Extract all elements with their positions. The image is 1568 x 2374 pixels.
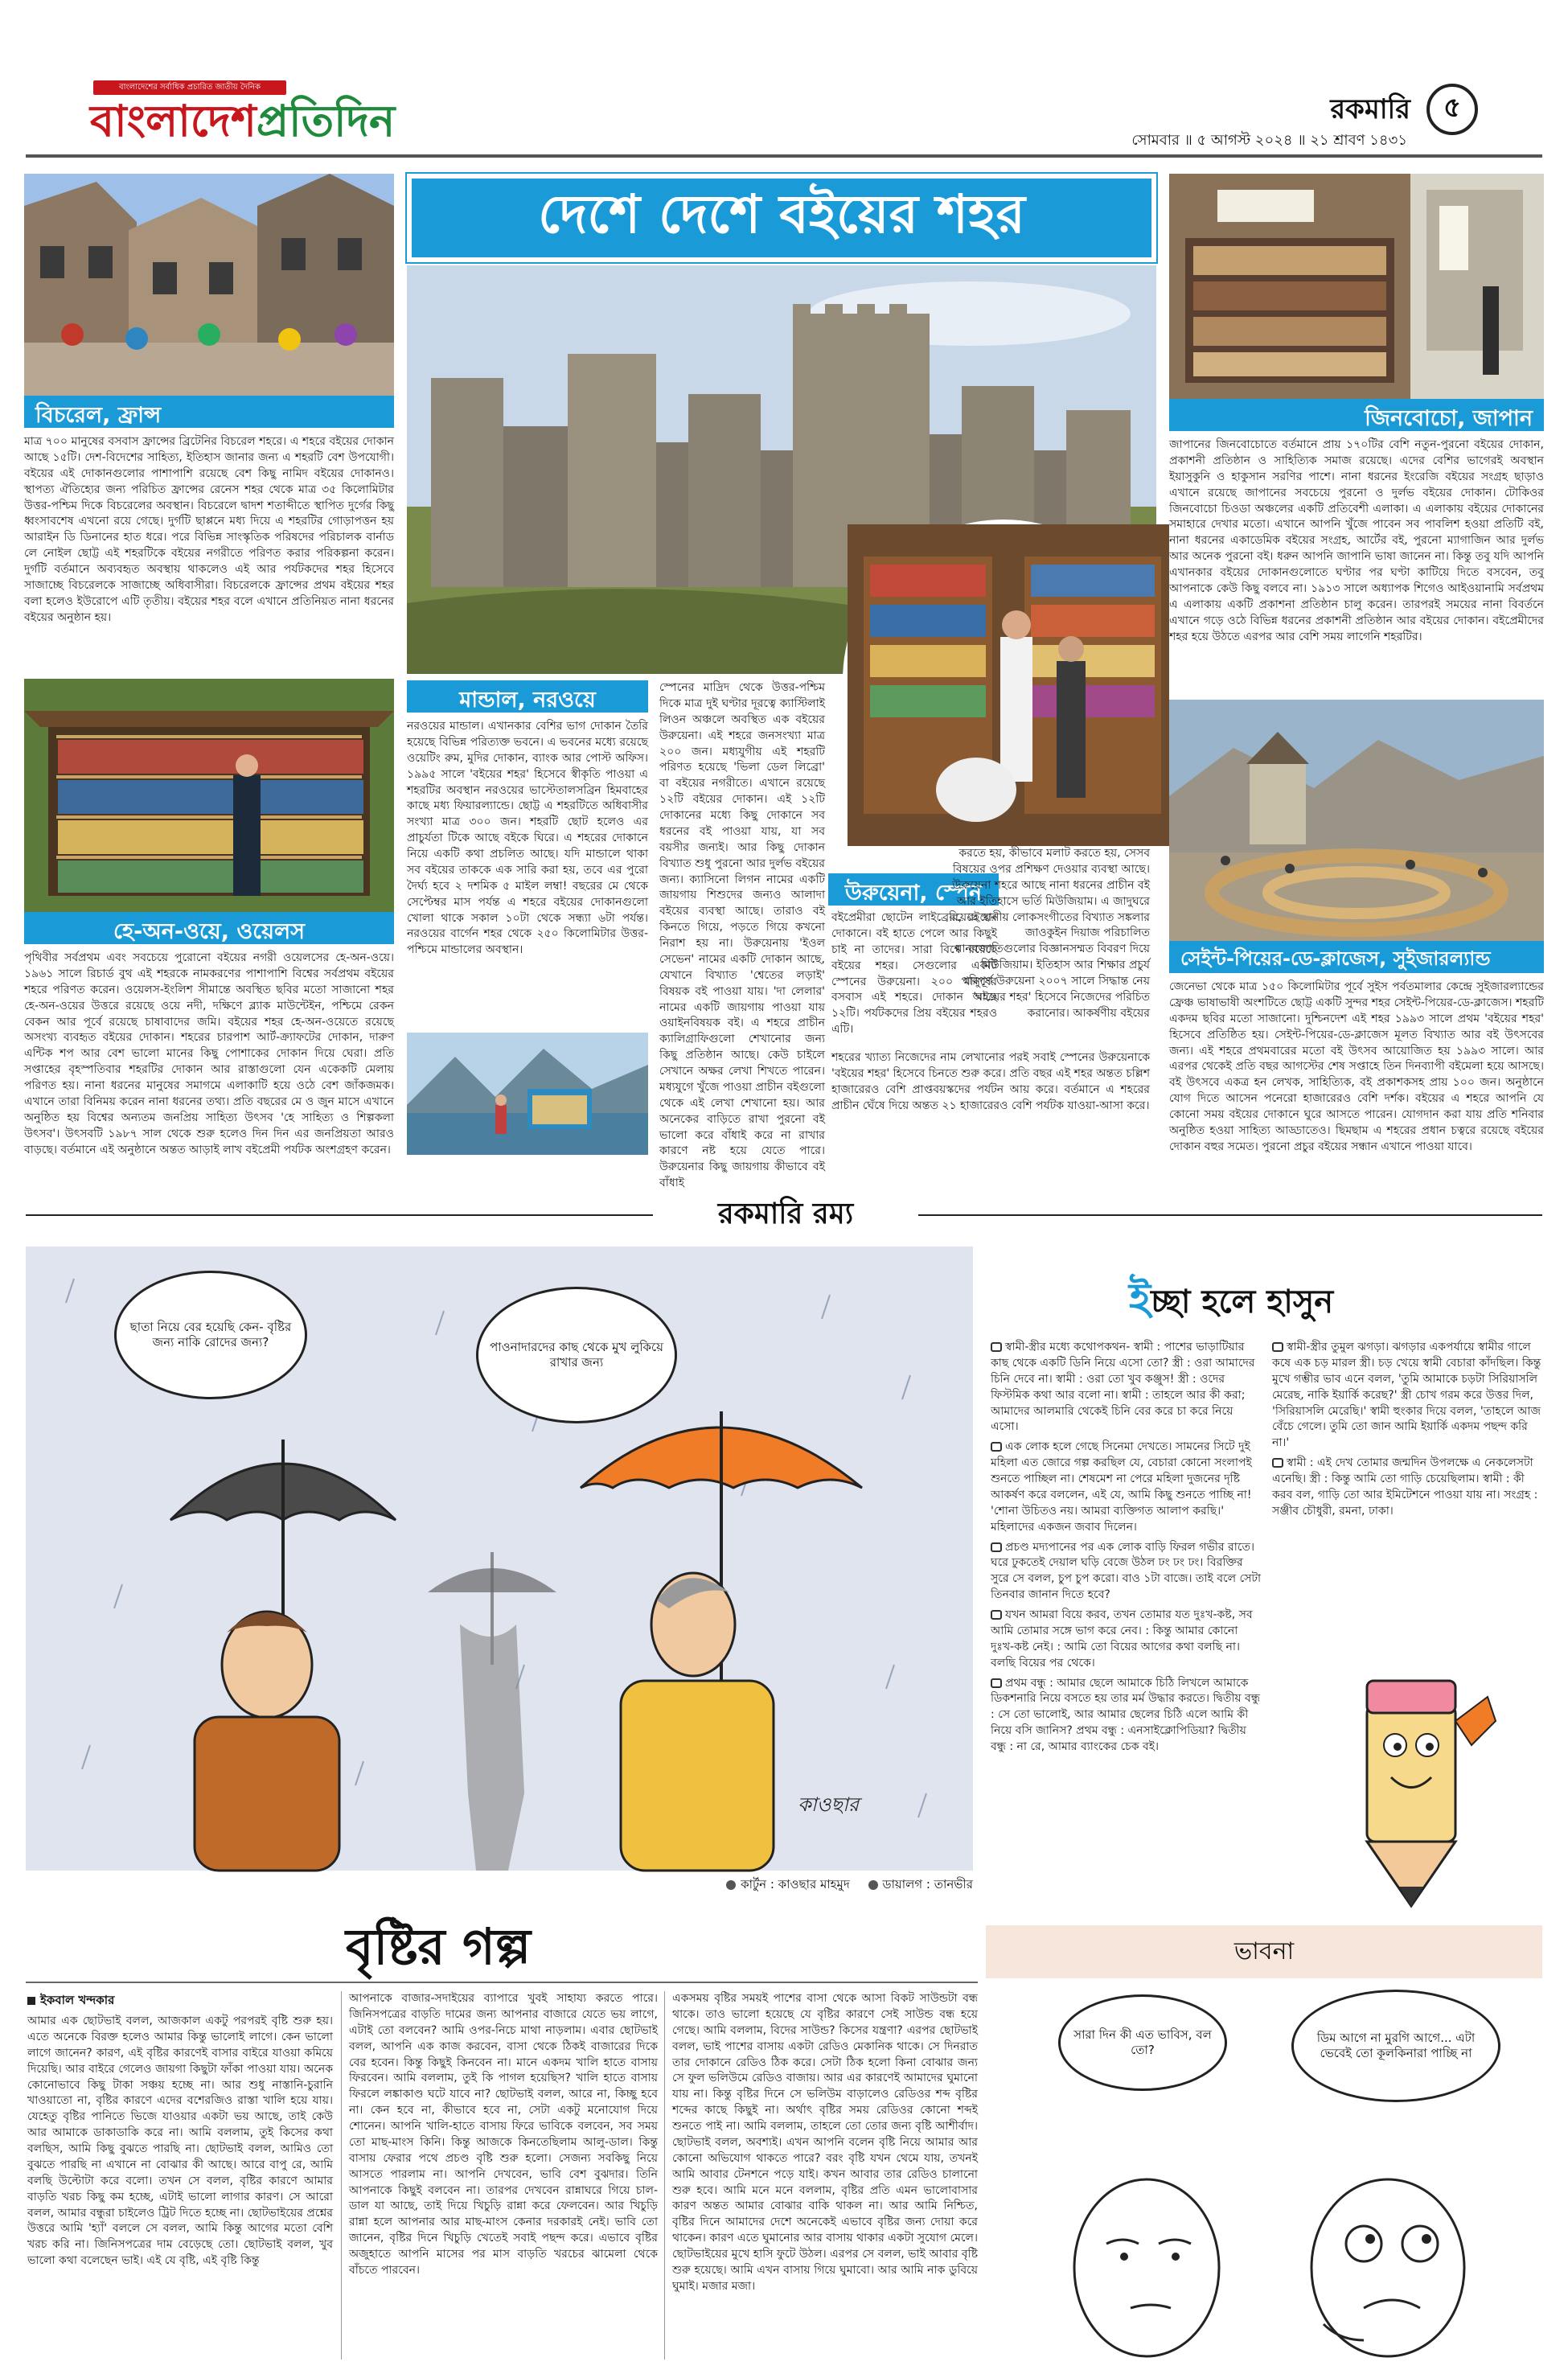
joke-text: যখন আমরা বিয়ে করব, তখন তোমার যত দুঃখ-কষ্ট, সব আমি তোমার সঙ্গে ভাগ করে নেব। : কিন্তু আমার কোনো দুঃখ-কষ্ট নেই। : আমি তো বিয়ের আগের কথা বলছি না। বলছি বিয়ের পর থেকে। — [991, 1608, 1253, 1670]
joke-text: স্বামী-স্ত্রীর মধ্যে কথোপকথন- স্বামী : পাশের ভাড়াটিয়ার কাছ থেকে একটি ডিনি নিয়ে এসো তো? স্ত্রী : ওরা আমাদের চিনি দেবে না। স্বামী : ওরা তো খুব কঞ্জুস! স্ত্রী : ওদের ফিস্টমিক কথা আর বলো না। স্বামী : তাহলে আর কী করা; আমাদের আলমারি থেকেই চিনি বের করে চা করে নিয়ে এসো। — [991, 1341, 1255, 1434]
pencil-mascot — [1319, 1649, 1504, 1914]
bhabna-heading-box — [986, 1925, 1542, 1978]
saint-pierre-body: জেনেভা থেকে মাত্র ১৫০ কিলোমিটার পূর্বে সুইস পর্বতমালার কেন্দ্রে সুইজারল্যান্ডের ফ্রেঞ্চ ভাষাভাষী অংশটিতে ছোট্ট একটি সুন্দর শহর সেইন্ট-পিয়ের-ডে-ক্লাজেস। শহরটি একদম ছবির মতো সাজানো। দুশ্চিনদেশ এই শহর ১৯৯৩ সালে প্রথম 'বইয়ের শহর' হিসেবে প্রতিষ্ঠিত হয়। সেইন্ট-পিয়ের-ডে-ক্লাজেস মূলত বিখ্যাত আর বই উৎসবের জন্য। এই শহরে প্রথমবারের মতো বই উৎসব আয়োজিত হয় ১৯৯৩ সালে। আর এরপর থেকেই প্রতি বছর আগস্টের শেষ সপ্তাহে তিন দিনব্যাপী বইমেলা হয়ে আসছে। বই উৎসবে একত্র হন লেখক, সাহিত্যিক, বই প্রকাশকসহ প্রায় ১০০ জন। অনুষ্ঠানে যোগ দিতে আসেন পনেরো হাজারেরও বেশি দর্শক। বইয়ের এ শহরে আপনি যে কোনো সময় বইয়ের দোকানে ঘুরে আসতে পারেন। যোগদান করা যায় প্রতি শনিবার অনুষ্ঠিত হওয়া সাহিত্য আড্ডাতেও। ছিমছাম এ শহরের প্রধান চত্বরে রয়েছে বইয়ের দোকান বহুর সমেত। পুরনো প্রচুর বইয়ের সন্ধান এখানে পাওয়া যাবে। — [1169, 980, 1544, 1153]
bechrel-caption: বিচরেল, ফ্রান্স — [24, 396, 394, 428]
hay-photo — [24, 679, 394, 912]
joke-item — [1272, 1340, 1542, 1452]
quote-icon — [991, 1542, 1002, 1552]
mandal-photo — [407, 1033, 648, 1155]
story-column-1: আমার এক ছোটভাই বলল, আজকাল একটু পরপরই বৃষ্টি শুরু হয়। এতে অনেকে বিরক্ত হলেও আমার কিন্তু ভালোই লাগে। কেন ভালো লাগে জানেন? কারণ, এই বৃষ্টির কারণেই বাসার বাইরে যাওয়া কমিয়ে দিয়েছি। আর বাইরে গেলেও জায়গা কিছুটা ফাঁকা পাওয়া যায়। অনেক কোনোভাবে কিছু টাকা সঞ্চয় হচ্ছে না। আর শুধু নাস্তানি-চুরানি খাওয়াতো না, বৃষ্টির কারণে এদের বশেরজিও রাস্তা খালি হয়ে যায়। যেহেতু বৃষ্টির পানিতে ভিজে যাওয়ার একটা ভয় আছে, তাই কেউ আর আমাকে ডাকাডাকি করে না। আমি বললাম, তুই কিসের কথা বলছিস, আমি কিছু বুঝতে পারছি না। ছোটভাই বলল, আমিও তো বুঝতে পারছি না এখানে না বোঝার কী আছে। আরে বাপু রে, আমি বলছি উল্টোটা করে বলো। তখন সে বলল, বৃষ্টির কারণে আমার বাড়তি খরচ কিছু কম হচ্ছে, এটাই ভালো লাগার কারণ। সে আরো বলল, আমার বন্ধুরা চাইলেও ট্রিট দিতে হচ্ছে না। ছোটভাইয়ের প্রশ্নের উত্তরে আমি 'হ্যাঁ' বললে সে বলল, আমি কিন্তু আগের মতো বেশি খরচ করি না। জিনিসপত্রের দাম বেড়েছে তো। ছোটভাই বলল, খুব ভালো কথা বলেছেন ভাই। এই যে বৃষ্টি, এই বৃষ্টি কিন্তু — [27, 2015, 333, 2268]
cartoon-signature: কাওছার — [798, 1793, 860, 1816]
cartoon-panel — [26, 1247, 973, 1871]
joke-item — [991, 1540, 1262, 1604]
joke-text: স্বামী-স্ত্রীর তুমুল ঝগড়া। ঝগড়ার একপর্যায়ে স্বামীর গালে কষে এক চড় মারল স্ত্রী। চড় খেয়ে স্বামী বেচারা কাঁদছিল। কিন্তু মুখে গম্ভীর ভাব এনে বলল, 'তুমি আমাকে চড়টা সিরিয়াসলি মেরেছ, নাকি ইয়ার্কি করেছ?' স্ত্রী চোখ গরম করে উত্তর দিল, 'সিরিয়াসলি মেরেছি।' স্বামী হুংকার দিয়ে বলল, 'তাহলে আজ বেঁচে গেলে। তুমি তো জান আমি ইয়ার্কি একদম পছন্দ করি না।' — [1272, 1341, 1541, 1450]
saint-pierre-book-fair-illustration — [1169, 700, 1544, 941]
story-divider-1 — [341, 1991, 342, 2360]
bookshop-circle-photo — [843, 520, 1164, 841]
jimbocho-body: জাপানের জিনবোচোতে বর্তমানে প্রায় ১৭০টির বেশি নতুন-পুরনো বইয়ের দোকান, প্রকাশনী প্রতিষ্ঠান ও সাহিত্যিক সমাজ রয়েছে। এদের বেশির ভাগেরই অবস্থান ইয়াসুকুনি ও হাকুসান সরণির পাশে। নানা ধরনের ইংরেজি বইয়ের সংগ্রহ ছাড়াও এখানে রয়েছে জাপানের সবচেয়ে পুরনো ও দুর্লভ বইয়ের দোকান। টোকিওর জিনবোচো চিওডা অঞ্চলের একটি প্রতিবেশী এলাকা। এ এলাকায় বইয়ের দোকানের সমাহারে দেখার মতো। এখানে আপনি খুঁজে পাবেন সব পাবলিশ হওয়া প্রতিটি বই, নানা ধরনের একাডেমিক বইয়ের সংগ্রহ, আর্টের বই, পুরনো ম্যাগাজিন আর দুর্লভ আর অনেক পুরনো বই। ধরুন আপনি জাপানি ভাষা জানেন না। কিন্তু তবু যদি আপনি এখানকার বইয়ের দোকানগুলোতে ঘণ্টার পর ঘণ্টা কাটিয়ে দিতে বসবেন, তবু আপনাকে কেউ কিছু বলবে না। ১৯১৩ সালে অধ্যাপক শিগেও আইওয়ানামি সর্বপ্রথম এ এলাকায় একটি প্রকাশনা প্রতিষ্ঠান চালু করেন। তারপরই সময়ের নানা বিবর্তনে এখানে গড়ে ওঠে বিভিন্ন ধরনের প্রকাশনী প্রতিষ্ঠান আর বইয়ের দোকান। বইপ্রেমীদের শহর হয়ে উঠতে এরপর আর বেশি সময় লাগেনি শহরটির। — [1169, 438, 1544, 643]
bechrel-street-illustration — [24, 174, 394, 396]
jokes-column-2 — [1272, 1340, 1542, 1581]
cartoon-bubble-right: পাওনাদারদের কাছ থেকে মুখ লুকিয়ে রাখার জন্য — [476, 1287, 677, 1423]
credit-dialog: ডায়ালগ : তানভীর — [882, 1877, 973, 1891]
jimbocho-photo — [1169, 174, 1544, 399]
mandal-caption: মান্ডাল, নরওয়ে — [407, 680, 648, 713]
story-author — [27, 1991, 269, 2009]
credit-cartoon: কার্টুন : কাওছার মাহমুদ — [741, 1877, 850, 1891]
page-number-badge — [1426, 84, 1478, 135]
quote-icon — [1272, 1458, 1283, 1468]
jimbocho-caption: জিনবোচো, জাপান — [1169, 399, 1544, 431]
joke-item — [991, 1340, 1262, 1435]
story-column-2: আপনাকে বাজার-সদাইয়ের ব্যাপারে খুবই সাহায্য করতে পারে। জিনিসপত্রের বাড়তি দামের জন্য আপনার বাজারে যেতে ভয় লাগে, এটাই তো বলবেন? আমি ওপর-নিচে মাথা নাড়লাম। এবার ছোটভাই বলল, আপনি এক কাজ করবেন, বাসা থেকে ঠিকই বাজারের দিকে বের হবেন। কিন্তু কিছুই কিনবেন না। মানে একদম খালি হাতে বাসায় ফিরবেন। আমি বললাম, তুই কি পাগল হয়েছিস? খালি হাতে বাসায় ফিরলে লঙ্কাকাণ্ড ঘটে যাবে না? ছোটভাই বলল, আরে না, কিচ্ছু হবে না। কেন হবে না, কীভাবে হবে না, সেটা একটু মনোযোগ দিয়ে শোনেন। আপনি খালি-হাতে বাসায় ফিরে ভাবিকে বলবেন, সব সময় তো মাছ-মাংস কিনি। কিন্তু আজকে কিনতেছিলাম আলু-ডাল। কিন্তু বাসায় ফেরার পথে প্রচণ্ড বৃষ্টি শুরু হলো। সেজন্য সবকিছু নিয়ে আসতে পারলাম না। আপনি দেখবেন, ভাবি বেশ বুঝদার। তিনি আপনাকে কিছুই বলবেন না। তারপর দেখবেন রান্নাঘরে গিয়ে চাল-ডাল যা আছে, তাই দিয়ে খিচুড়ি রান্না করে ফেলবেন। আর খিচুড়ি রান্না হলে আপনার আর মাছ-মাংস কেনার দরকারই নেই। ভাবি তো জানেন, বৃষ্টির দিনে খিচুড়ি খেতেই সবাই পছন্দ করে। এভাবে বৃষ্টির অজুহাতে আপনি মাসের পর মাস বাড়তি খরচের ঝামেলা থেকে বাঁচতে পারবেন। — [349, 1992, 658, 2277]
cartoon-credits — [563, 1875, 973, 1900]
hay-bookshelves-illustration — [24, 679, 394, 912]
uruena-body: বইপ্রেমীরা ছোটেন লাইব্রেরি, বইয়ের দোকানে। বই হাতে পেলে আর কিছুই চাই না তাদের। সারা বিশ্বে রয়েছে বইয়ের শহর। সেগুলোর একটি স্পেনের উরুয়েনা। ২০০ মানুষের বসবাস এই শহরে। দোকান আছে ১২টি। পর্যটকদের প্রিয় বইয়ের শহরও এটি। — [831, 911, 997, 1037]
story-divider-2 — [664, 1991, 665, 2360]
section-name: রকমারি — [1330, 93, 1410, 125]
right-middle-lead: করতে হয়, কীভাবে মলাট করতে হয়, সেসব বিষয়ের ওপর প্রশিক্ষণ দেওয়ার ব্যবস্থা আছে। উরুয়েনা শহরে আছে নানা ধরনের প্রাচীন বই আর ইতিহাসে ভর্তি মিউজিয়াম। এ জাদুঘরে রয়েছে স্থানীয় লোকসংগীতের বিখ্যাত সঙ্কলার জাওকুইন দিয়াজ পরিচালিত মানবজাতিগুলোর বিজ্ঞানসম্মত বিবরণ দিয়ে মিউজিয়াম। ইতিহাস আর শিক্ষার প্রচুর্য পরিপূর্ণ উরুয়েনা ২০০৭ সালে সিদ্ধান্ত নেয় 'বইয়ের শহর' হিসেবে নিজেদের পরিচিত করানোর। আকর্ষণীয় বইয়ের — [949, 847, 1150, 1020]
mandal-fjord-illustration — [407, 1033, 648, 1155]
bhabna-heading: ভাবনা — [1233, 1937, 1295, 1965]
section-rule-left — [26, 1214, 653, 1216]
section-rule-right — [918, 1214, 1542, 1216]
joke-text: প্রথম বন্ধু : আমার ছেলে আমাকে চিঠি লিখলে আমাকে ডিকশনারি নিয়ে বসতে হয় তার মর্ম উদ্ধার করতে। দ্বিতীয় বন্ধু : সে তো ভালোই, আর আমার ছেলের চিঠি এলে আমি কী নিয়ে বসি জানিস? প্রথম বন্ধু : এনসাইক্লোপিডিয়া? দ্বিতীয় বন্ধু : না রে, আমার ব্যাংকের চেক বই। — [991, 1676, 1260, 1753]
saint-pierre-caption: সেইন্ট-পিয়ের-ডে-ক্লাজেস, সুইজারল্যান্ড — [1169, 941, 1544, 973]
feature-headline: দেশে দেশে বইয়ের শহর — [538, 183, 1025, 245]
joke-text: এক লোক হলে গেছে সিনেমা দেখতে। সামনের সিটে দুই মহিলা এত জোরে গল্প করছিল যে, বেচারা কোনো সংলাপই শুনতে পাচ্ছিল না। শেষমেশ না পেরে মহিলা দুজনের দৃষ্টি আকর্ষণ করে বললেন, এই যে, আমি কিছু শুনতে পাচ্ছি না! 'শোনা উচিতও নয়। আমরা ব্যক্তিগত আলাপ করছি।' মহিলাদের একজন জবাব দিলেন। — [991, 1440, 1252, 1534]
story-column-3: একসময় বৃষ্টির সময়ই পাশের বাসা থেকে আসা বিকট সাউন্ডটা বন্ধ থাকে। তাও ভালো হয়েছে যে বৃষ্টির কারণে সেই সাউন্ড বন্ধ হয়ে গেছে। আমি বললাম, বিদের সাউন্ড? কিসের যন্ত্রণা? এরপর ছোটভাই বলল, ভাই পাশের বাসায় একটা রেডিও মেকানিক থাকে। সে দিনরাত তার দোকানে রেডিও ঠিক করে। সেটা ঠিক হলো কিনা বোঝার জন্য সে ফুল ভলিউমে রেডিও বাজায়। আর এর কারণেই আমাদের ঘুমানো যায় না। কিন্তু বৃষ্টির দিনে সে ভলিউম বাড়ালেও রেডিওর শব্দ বৃষ্টির শব্দের কাছে কিছুই না। অর্থাৎ বৃষ্টির সময় রেডিওর কোনো শব্দই শুনতে পাই না। আমি বললাম, তাহলে তো তোর জন্য বৃষ্টি আশীর্বাদ। ছোটভাই বলল, অবশ্যই। এখন আপনি বলেন বৃষ্টি নিয়ে আমার আর কোনো অভিযোগ থাকতে পারে? বরং বৃষ্টি যখন থেমে যায়, তখনই আমি আবার টেনশনে পড়ে যাই। কখন আবার তার রেডিও চালানো শুরু হবে। আমি মনে মনে বললাম, বৃষ্টির প্রতি এমন ভালোবাসার কারণ অন্তত আমার বোঝার বাকি থাকল না। আর আমি নিশ্চিত, বৃষ্টির দিনে আমাদের দেশে অনেকেই এভাবে বৃষ্টির জন্য দোয়া করে থাকেন। কারণ এতে ঘুমানোর আর বাসায় থাকার একটা সুযোগ মেলে। ছোটভাইয়ের মুখে হাসি ফুটে উঠল। এরপর সে বলল, ভাই আবার বৃষ্টি শুরু হয়েছে। আমি এখন বাসায় গিয়ে ঘুমাবো। আর আমি নাক ডুবিয়ে ঘুমাই। মজার মজা। — [672, 1992, 978, 2293]
bhabna-bubble-left: সারা দিন কী এত ভাবিস, বল তো? — [1058, 1994, 1227, 2091]
bullet-icon — [868, 1880, 878, 1890]
jimbocho-street-illustration — [1169, 174, 1544, 399]
bhabna-bubble-right: ডিম আগে না মুরগি আগে... এটা ভেবেই তো কূলকিনারা পাচ্ছি না — [1291, 1990, 1500, 2102]
uruena-caption: উরুয়েনা, স্পেন — [828, 873, 999, 906]
masthead-title-part1: বাংলাদেশ — [90, 96, 257, 146]
quote-icon — [991, 1678, 1002, 1688]
story-title-rule — [26, 1982, 978, 1983]
hay-body: পৃথিবীর সর্বপ্রথম এবং সবচেয়ে পুরোনো বইয়ের নগরী ওয়েলসের হে-অন-ওয়ে। ১৯৬১ সালে রিচার্ড বুথ এই শহরকে নামকরণের পাশাপাশি বিশ্বের সর্বপ্রথম বইয়ের শহরে পরিণত করেন। ওয়েলস-ইংলিশ সীমান্তে অবস্থিত ছবির মতো সাজানো শহর হে-অন-ওয়ের উত্তরে রয়েছে ওয়ে নদী, দক্ষিণে ব্ল্যাক মাউন্টেইন, পশ্চিমে রেকন বেকন আর পূর্বে রয়েছে চাষাবাদের জমি। বইয়ের শহর হে-অন-ওয়েতে রয়েছে অসংখ্য ব্যবহৃত বইয়ের দোকান। শহরের চারপাশ আর্ট-ক্র্যাফটের দোকান, দারুণ এন্টিক শপ আর বেশ ভালো মানের কিছু পোশাকের দোকান দিয়ে ঘেরা। প্রতি সপ্তাহের বৃহস্পতিবার শহরটির দোকান আর রাস্তাগুলো যেন একেকটি মেলায় পরিণত হয়। নানা ধরনের মানুষের সমাগমে এলাকাটি হয়ে ওঠে বেশ জাঁকজমক। এখানে তারা বিনিময় করেন নানা ধরনের তথ্য। প্রতি বছরের মে ও জুন মাসে এখানে অনুষ্ঠিত হয় বিশ্বের অন্যতম জনপ্রিয় সাহিত্য উৎসব 'হে সাহিত্য ও শিল্পকলা উৎসব'। উৎসবটি ১৯৮৭ সাল থেকে শুরু হলেও দিন দিন এর জনপ্রিয়তা আরও বাড়ছে। বর্তমানে এই অনুষ্ঠানে অন্তত আড়াই লাখ বইপ্রেমী পর্যটক অংশগ্রহণ করেন। — [24, 951, 394, 1156]
feature-section — [24, 166, 1544, 1190]
joke-text: প্রচণ্ড মদ্যপানের পর এক লোক বাড়ি ফিরল গভীর রাতে। ঘরে ঢুকতেই দেয়াল ঘড়ি বেজে উঠল ঢং ঢং ঢং। বিরক্তির সুরে সে বলল, চুপ চুপ করো। বাও ১টা বাজে। তাই বলে সেটা তিনবার জানান দিতে হবে? — [991, 1540, 1262, 1602]
joke-item — [1272, 1456, 1542, 1520]
pencil-mascot-icon — [1319, 1649, 1504, 1914]
jokes-title — [1129, 1266, 1531, 1322]
story-title: বৃষ্টির গল্প — [346, 1917, 531, 1976]
jokes-title-first: ই — [1129, 1275, 1151, 1323]
masthead-date: সোমবার ॥ ৫ আগস্ট ২০২৪ ॥ ২১ শ্রাবণ ১৪৩১ — [1131, 132, 1407, 149]
quote-icon — [991, 1610, 1002, 1620]
jokes-title-rest: চ্ছা হলে হাসুন — [1151, 1284, 1334, 1320]
masthead-rule — [26, 154, 1542, 158]
joke-item — [991, 1440, 1262, 1535]
saint-pierre-photo — [1169, 700, 1544, 941]
mandal-body: নরওয়ের মান্ডাল। এখানকার বেশির ভাগ দোকান তৈরি হয়েছে বিভিন্ন পরিত্যক্ত ভবনে। এ ভবনের মধ্যে রয়েছে ওয়েটিং রুম, মুদির দোকান, ব্যাংক আর পোস্ট অফিস। ১৯৯৫ সালে 'বইয়ের শহর' হিসেবে স্বীকৃতি পাওয়া এ শহরটির অবস্থান নরওয়ের ভাস্টেতালসব্রিন হিমবাহের কাছে মধ্য ফিয়ারল্যান্ডে। ছোট্ট এ শহরটিতে অধিবাসীর সংখ্যা মাত্র ৩০০ জন। শহরটি ছোট হলেও এর প্রাচুর্যতা টিকে আছে বইকে ঘিরে। এ শহরের দোকানে নিয়ে একটি কথা প্রচলিত আছে। যদি মান্ডালে থাকা সব বইয়ের তাককে এক সারি করা হয়, তবে এর পুরো দৈর্ঘ্য হবে ২ দশমিক ৫ মাইল লম্বা! বছরের মে থেকে সেপ্টেম্বর মাস পর্যন্ত এ শহরে বইয়ের দোকানগুলো খোলা থাকে সকাল ১০টা থেকে সন্ধ্যা ৬টা পর্যন্ত। নরওয়ের বার্গেন শহর থেকে ২৫০ কিলোমিটার উত্তর-পশ্চিমে মান্ডালের অবস্থান। — [407, 720, 648, 957]
rommo-heading: রকমারি রম্য — [717, 1197, 854, 1230]
cartoon-bubble-left: ছাতা নিয়ে বের হয়েছি কেন- বৃষ্টির জন্য নাকি রোদের জন্য? — [114, 1271, 307, 1399]
quote-icon — [1272, 1342, 1283, 1352]
masthead — [0, 0, 1568, 161]
page-number: ৫ — [1443, 91, 1462, 124]
joke-item — [991, 1676, 1262, 1756]
joke-item — [991, 1608, 1262, 1672]
right-middle-body: শহরের খ্যাত্য নিজেদের নাম লেখানোর পরই সবাই স্পেনের উরুয়েনাকে 'বইয়ের শহর' হিসেবে চিনতে শুরু করে। প্রতি বছর এই শহর অন্তত চল্লিশ হাজারেরও বেশি প্রাপ্তবয়স্কদের পর্যটন আয় করে। বর্তমানে এ শহরের প্রাচীন ঘেঁষে দিয়ে অন্তত ২১ হাজারেরও বেশি পর্যটক যাওয়া-আসা করে। — [831, 1051, 1150, 1112]
masthead-title — [90, 93, 395, 150]
hay-caption: হে-অন-ওয়ে, ওয়েলস — [24, 912, 394, 944]
masthead-title-part2: প্রতিদিন — [256, 96, 396, 146]
bullet-icon — [726, 1880, 736, 1890]
middle-column-body: স্পেনের মাদ্রিদ থেকে উত্তর-পশ্চিম দিকে মাত্র দুই ঘণ্টার দূরত্বে ক্যাস্টিলাই লিওন অঞ্চলে অবস্থিত এক বইয়ের উরুয়েনা। এই শহরে জনসংখ্যা মাত্র ২০০ জন। মধ্যযুগীয় এই শহরটি পরিণত হয়েছে 'ভিলা ডেল লিব্রো' বা বইয়ের নগরীতে। এখানে রয়েছে ১২টি বইয়ের দোকান। এই ১২টি দোকানের মধ্যে কিছু দোকানে সব ধরনের বই পাওয়া যায়, যা সব বয়সীর জন্যই। আর কিছু দোকান বিখ্যাত শুধু পুরনো আর দুর্লভ বইয়ের জন্য। ক্যাসিনো লিগন নামের একটি জায়গায় শিশুদের জন্যও আলাদা বইয়ের ব্যবস্থা আছে। তারাও বই কিনতে গিয়ে, পড়তে গিয়ে কখনো নিরাশ হয় না। উরুয়েনায় 'ইওল সেভেন' নামের একটি দোকান আছে, যেখানে বিখ্যাত 'শ্বেতের লড়াই' বিষয়ক বই পাওয়া যায়। 'দা লেলার' নামের একটি জায়গায় পাওয়া যায় ওয়াইনবিষয়ক বই। এ শহরে প্রাচীন ক্যালিগ্রাফিগুলো শেখানোর জন্য কিছু প্রতিষ্ঠান আছে। কেউ চাইলে সেখানে অক্ষর লেখা শিখতে পারেন। মধ্যযুগে খুঁজে পাওয়া প্রাচীন বইগুলো থেকে এই লেখা শেখানো হয়। আর অনেকের বাড়িতে রাখা পুরনো বই ভালো করে বাঁধাই করে না রাখার কারণে নষ্ট হয়ে যেতে পারে। উরুয়েনার কিছু জায়গায় কীভাবে বই বাঁধাই — [659, 681, 825, 1190]
quote-icon — [991, 1442, 1002, 1452]
quote-icon — [991, 1342, 1002, 1352]
feature-headline-box — [407, 174, 1156, 262]
bookshop-interior-illustration — [848, 524, 1169, 846]
jokes-column-1 — [991, 1340, 1262, 1916]
author-bullet-icon — [27, 1997, 35, 2005]
bechrel-body: মাত্র ৭০০ মানুষের বসবাস ফ্রান্সের ব্রিটেনির বিচরেল শহরে। এ শহরে বইয়ের দোকান আছে ১৫টি। দেশ-বিদেশের সাহিত্য, ইতিহাস জানার জন্য এ শহরটি বেশ উপযোগী। বইয়ের এই দোকানগুলোর পাশাপাশি রয়েছে বেশ কিছু নামিদ বইয়ের দোকানও। স্থাপত্য ঐতিহ্যের জন্য পরিচিত ফ্রান্সের রেনেস শহর থেকে মাত্র ৩৫ কিলোমিটার উত্তর-পশ্চিম দিকে বিচরেলের অবস্থান। বিচরেলে দ্বাদশ শতাব্দীতে স্থাপিত দুর্গের কিছু ধ্বংসাবশেষ এখনো রয়ে গেছে। দুর্গটি ছাপ্পনে মধ্য দিয়ে এ শহরটির গোড়াপত্তন হয় আরাইন ডি ডিনানের হাত ধরে। পরে বিভিন্ন সাংস্কৃতিক পরিষদের পরিচালক বার্নাড লে নোইল ছোট্ট এই শহরটিকে বইয়ের নগরীতে পরিণত করার পরিকল্পনা করেন। দুর্গটি বর্তমানে অব্যবহৃত অবস্থায় থাকলেও এই আর পর্যটকদের শহর হিসেবে সাজাচ্ছে বিচরেলকে সাজাচ্ছে অধিবাসীরা। বিচরেলকে ফ্রান্সের প্রথম বইয়ের শহর বলা হলেও ইউরোপে এটি তৃতীয়। বইয়ের শহর বলে এখানে প্রতিনিয়ত নানা ধরনের বইয়ের অনুষ্ঠান হয়। — [24, 435, 394, 624]
bhabna-panel — [986, 1986, 1542, 2360]
masthead-tagline: বাংলাদেশের সর্বাধিক প্রচারিত জাতীয় দৈনিক — [93, 80, 286, 95]
bechrel-photo — [24, 174, 394, 396]
joke-text: স্বামী : এই দেখ তোমার জন্মদিন উপলক্ষে এ নেকলেসটা এনেছি। স্ত্রী : কিন্তু আমি তো গাড়ি চেয়েছিলাম। স্বামী : কী করব বল, গাড়ি তো আর ইমিটেশনে পাওয়া যায় না। সংগ্রহ : সঞ্জীব চৌধুরী, রমনা, ঢাকা। — [1272, 1456, 1538, 1518]
story-author-name: ইকবাল খন্দকার — [40, 1993, 115, 2007]
